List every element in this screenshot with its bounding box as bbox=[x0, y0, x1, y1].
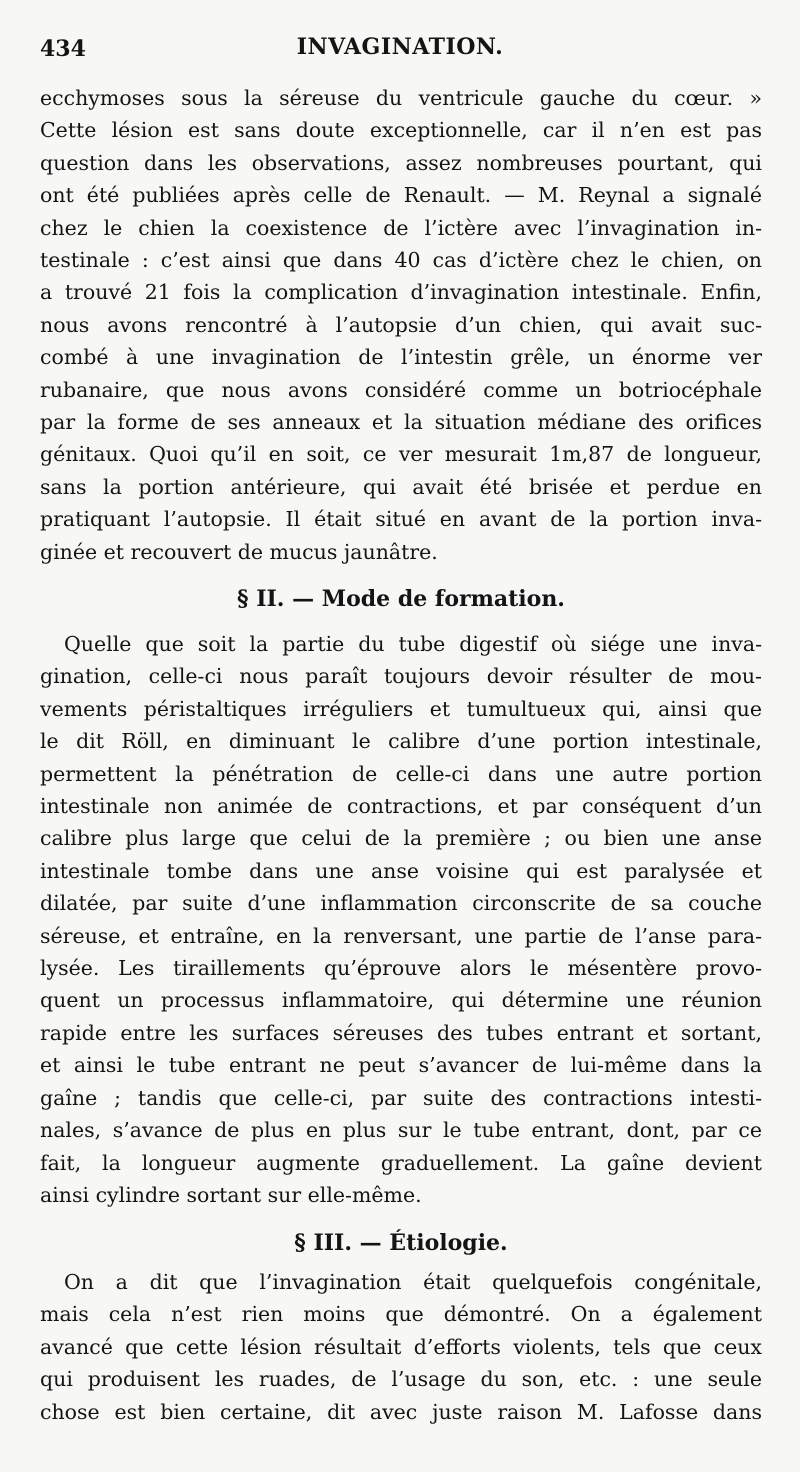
text-line: intestinale tombe dans une anse voisine qui est paralysée et bbox=[40, 858, 762, 883]
text-line: fait, la longueur augmente graduellement. La gaîne devient bbox=[40, 1150, 762, 1175]
text-line: chose est bien certaine, dit avec juste raison M. Lafosse dans bbox=[40, 1399, 762, 1424]
text-line: quent un processus inflammatoire, qui détermine une réunion bbox=[40, 988, 762, 1013]
section-heading-etiologie: § III. — Étiologie. bbox=[294, 1230, 508, 1256]
text-line: Quelle que soit la partie du tube digestif où siége une inva- bbox=[64, 632, 762, 656]
text-line: intestinale non animée de contractions, et par conséquent d’un bbox=[40, 794, 762, 819]
text-line: gaîne ; tandis que celle-ci, par suite des contractions intesti- bbox=[40, 1085, 762, 1110]
text-line: testinale : c’est ainsi que dans 40 cas d’ictère chez le chien, on bbox=[40, 248, 762, 273]
section-heading-mode-de-formation: § II. — Mode de formation. bbox=[237, 586, 565, 612]
text-line: nous avons rencontré à l’autopsie d’un chien, qui avait suc- bbox=[40, 312, 762, 337]
text-line: vements péristaltiques irréguliers et tumultueux qui, ainsi que bbox=[40, 696, 762, 721]
page-number: 434 bbox=[40, 36, 86, 62]
text-line: sans la portion antérieure, qui avait été brisée et perdue en bbox=[40, 474, 762, 499]
text-line: chez le chien la coexistence de l’ictère avec l’invagination in- bbox=[40, 215, 762, 240]
text-line: par la forme de ses anneaux et la situation médiane des orifices bbox=[40, 410, 762, 435]
text-line: ainsi cylindre sortant sur elle-même. bbox=[40, 1182, 422, 1207]
text-line: mais cela n’est rien moins que démontré. On a également bbox=[40, 1302, 762, 1327]
text-line: permettent la pénétration de celle-ci dans une autre portion bbox=[40, 761, 762, 786]
text-line: dilatée, par suite d’une inflammation circonscrite de sa couche bbox=[40, 891, 762, 916]
text-line: gination, celle-ci nous paraît toujours devoir résulter de mou- bbox=[40, 664, 762, 689]
text-line: ecchymoses sous la séreuse du ventricule gauche du cœur. » bbox=[40, 86, 762, 110]
paragraph-ecchymoses bbox=[40, 82, 762, 568]
running-title: INVAGINATION. bbox=[296, 34, 504, 60]
text-line: nales, s’avance de plus en plus sur le tube entrant, dont, par ce bbox=[40, 1118, 762, 1143]
text-line: pratiquant l’autopsie. Il était situé en avant de la portion inva- bbox=[40, 507, 762, 532]
text-line: combé à une invagination de l’intestin grêle, un énorme ver bbox=[40, 345, 762, 370]
text-line: rubanaire, que nous avons considéré comme un botriocéphale bbox=[40, 377, 762, 402]
text-line: séreuse, et entraîne, en la renversant, une partie de l’anse para- bbox=[40, 923, 762, 948]
text-line: qui produisent les ruades, de l’usage du son, etc. : une seule bbox=[40, 1367, 762, 1392]
text-line: le dit Röll, en diminuant le calibre d’une portion intestinale, bbox=[40, 729, 762, 754]
text-line: a trouvé 21 fois la complication d’invagination intestinale. Enfin, bbox=[40, 280, 762, 305]
text-line: calibre plus large que celui de la première ; ou bien une anse bbox=[40, 826, 762, 851]
paragraph-etiologie bbox=[40, 1266, 762, 1428]
text-line: rapide entre les surfaces séreuses des tubes entrant et sortant, bbox=[40, 1020, 762, 1045]
paragraph-mode-de-formation bbox=[40, 628, 762, 1211]
text-line: On a dit que l’invagination était quelquefois congénitale, bbox=[64, 1270, 762, 1294]
text-line: ont été publiées après celle de Renault. — M. Reynal a signalé bbox=[40, 183, 762, 208]
text-line: lysée. Les tiraillements qu’éprouve alors le mésentère provo- bbox=[40, 956, 762, 981]
text-line: ginée et recouvert de mucus jaunâtre. bbox=[40, 539, 438, 564]
text-line: question dans les observations, assez nombreuses pourtant, qui bbox=[40, 150, 762, 175]
text-line: et ainsi le tube entrant ne peut s’avancer de lui-même dans la bbox=[40, 1053, 762, 1078]
text-line: Cette lésion est sans doute exceptionnelle, car il n’en est pas bbox=[40, 118, 762, 143]
text-line: avancé que cette lésion résultait d’efforts violents, tels que ceux bbox=[40, 1334, 762, 1359]
running-head bbox=[40, 30, 760, 66]
text-line: génitaux. Quoi qu’il en soit, ce ver mesurait 1m,87 de longueur, bbox=[40, 442, 762, 467]
